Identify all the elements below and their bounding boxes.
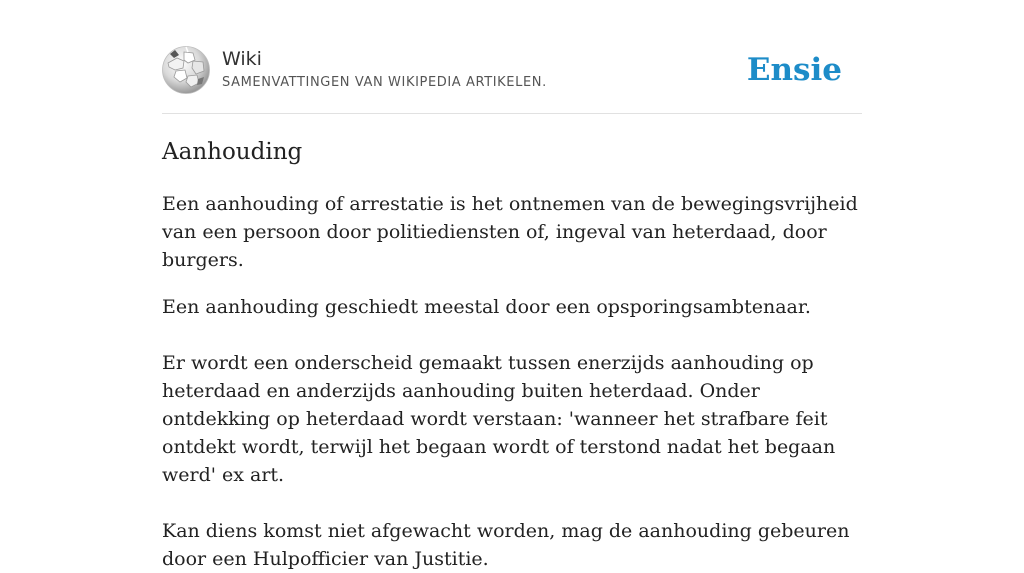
article-body: Een aanhouding geschiedt meestal door een opsporingsambtenaar. Er wordt een onderscheid gemaakt tussen enerzijds aanhouding op heterdaad en anderzijds aanhouding buiten heterdaad. Onder ontdekking op heterdaad wordt verstaan: 'wanneer het strafbare feit ontdekt wordt, terwijl het begaan wordt of terstond nadat het begaan werd' ex art. Kan diens komst niet afgewacht worden, mag de aanhouding gebeuren door een Hulpofficier van Justitie.	[162, 296, 850, 570]
article-title: Aanhouding	[162, 139, 303, 165]
article	[162, 137, 862, 573]
header-divider	[162, 113, 862, 114]
site-header	[162, 46, 862, 96]
site-tagline: SAMENVATTINGEN VAN WIKIPEDIA ARTIKELEN.	[222, 75, 547, 90]
site-name[interactable]: Wiki	[222, 48, 262, 70]
article-intro: Een aanhouding of arrestatie is het ontnemen van de bewegingsvrijheid van een persoon door politiediensten of, ingeval van heterdaad, door burgers.	[162, 193, 864, 271]
wikipedia-globe-icon[interactable]	[162, 46, 210, 94]
ensie-brand-link[interactable]: Ensie	[746, 52, 842, 88]
